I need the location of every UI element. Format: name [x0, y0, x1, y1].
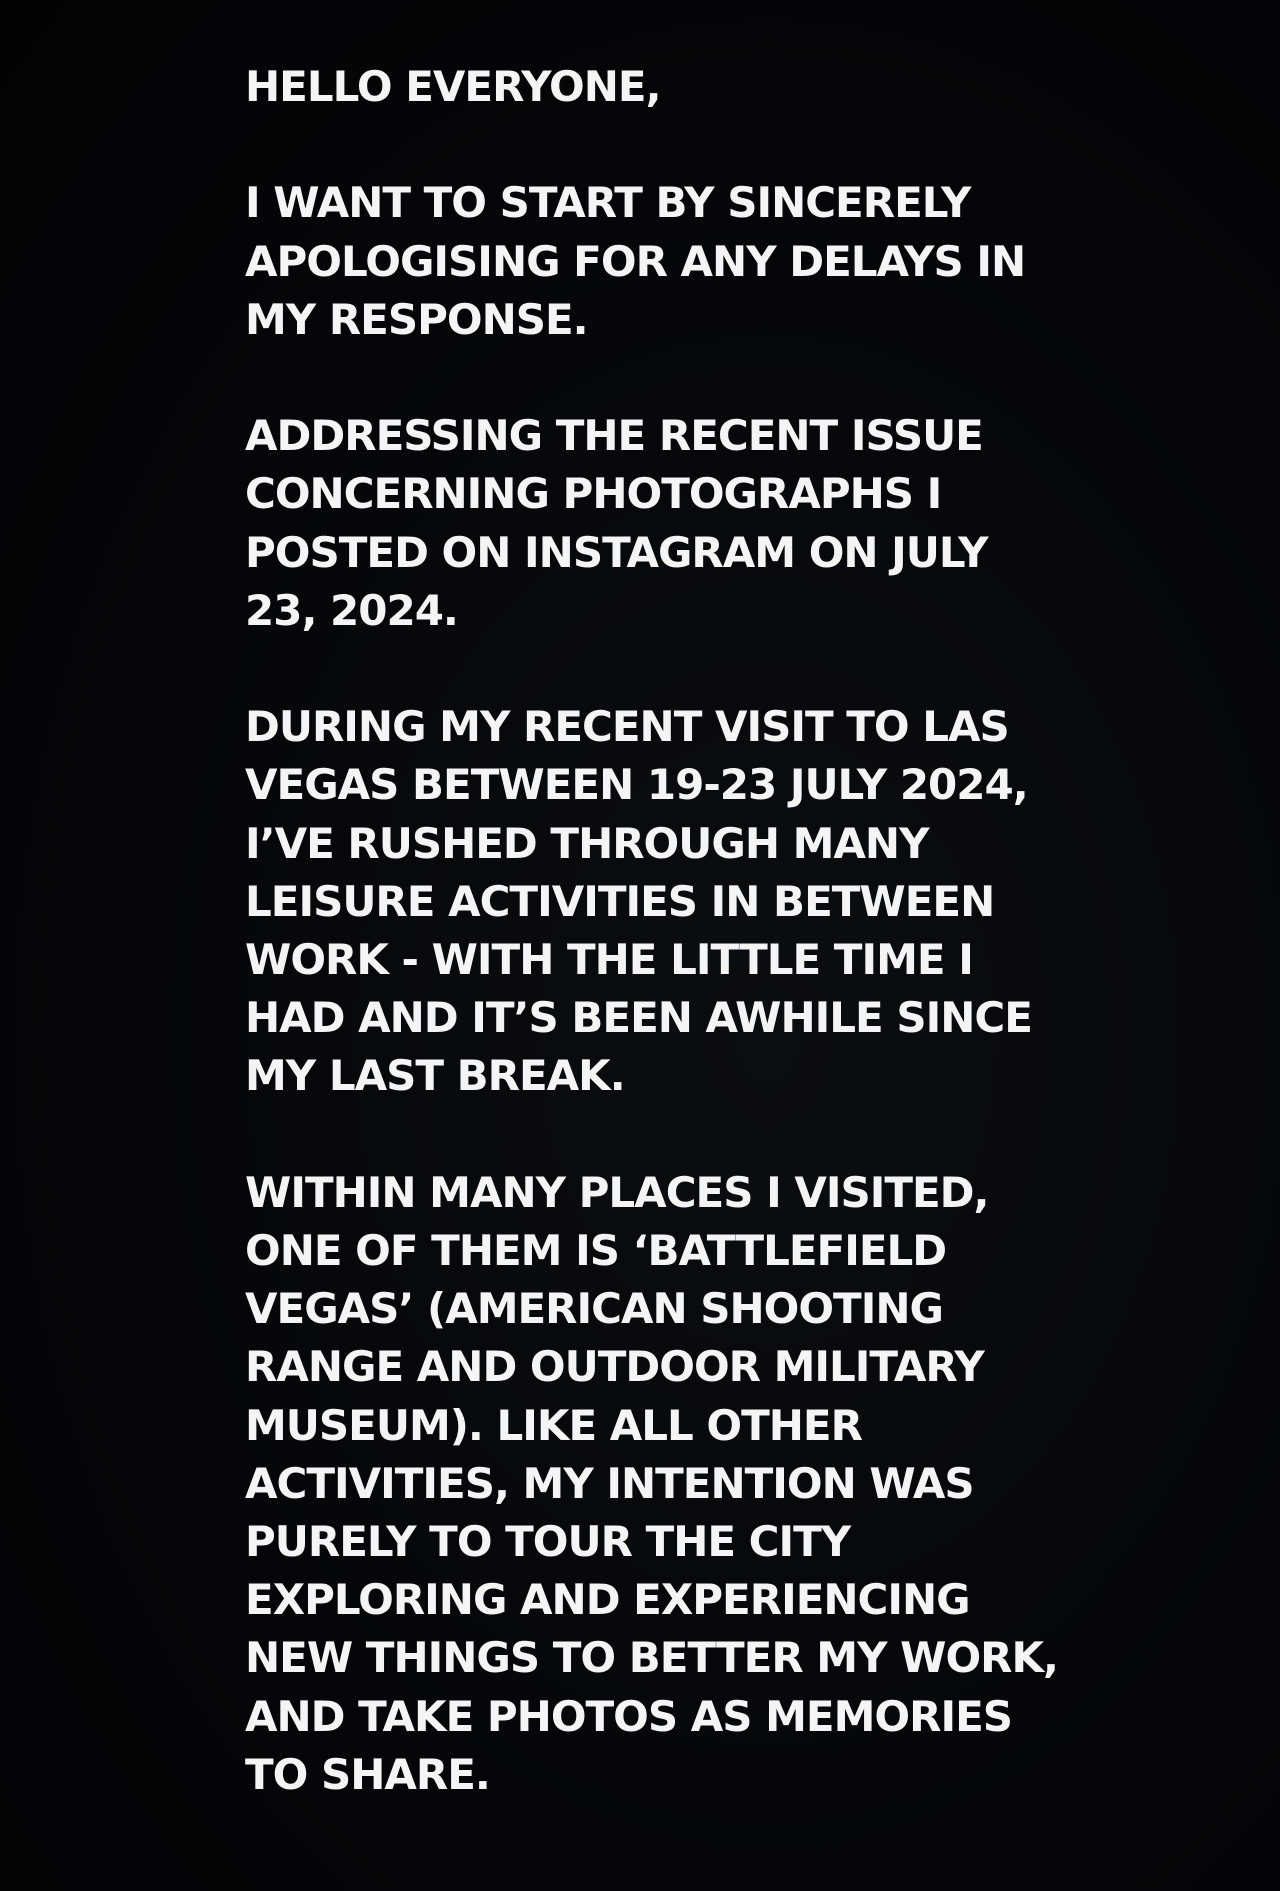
paragraph-5-line-9: NEW THINGS TO BETTER MY WORK,	[245, 1633, 1059, 1683]
paragraph-5-line-4: RANGE AND OUTDOOR MILITARY	[245, 1342, 984, 1392]
paragraph-4-line-5: WORK - WITH THE LITTLE TIME I	[245, 935, 973, 984]
paragraph-5-line-6: ACTIVITIES, MY INTENTION WAS	[245, 1458, 974, 1508]
paragraph-2-line-2: APOLOGISING FOR ANY DELAYS IN	[245, 236, 1026, 286]
paragraph-5-line-3: VEGAS’ (AMERICAN SHOOTING	[245, 1284, 943, 1334]
paragraph-gap	[245, 640, 1105, 698]
paragraph-4-line-7: MY LAST BREAK.	[245, 1051, 625, 1101]
paragraph-4-line-4: LEISURE ACTIVITIES IN BETWEEN	[245, 876, 995, 926]
paragraph-3-line-2: CONCERNING PHOTOGRAPHS I	[245, 469, 942, 519]
paragraph-gap	[245, 349, 1105, 407]
paragraph-5-line-10: AND TAKE PHOTOS AS MEMORIES	[245, 1691, 1013, 1741]
paragraph-5-line-7: PURELY TO TOUR THE CITY	[245, 1517, 851, 1567]
paragraph-5-line-11: TO SHARE.	[245, 1749, 490, 1799]
paragraph-4-line-1: DURING MY RECENT VISIT TO LAS	[245, 702, 1009, 752]
paragraph-5-line-8: EXPLORING AND EXPERIENCING	[245, 1575, 970, 1625]
paragraph-gap	[245, 1106, 1105, 1164]
paragraph-3-line-1: ADDRESSING THE RECENT ISSUE	[245, 411, 983, 461]
paragraph-4-line-2: VEGAS BETWEEN 19-23 JULY 2024,	[245, 760, 1028, 810]
paragraph-5-line-2: ONE OF THEM IS ‘BATTLEFIELD	[245, 1226, 947, 1275]
paragraph-gap	[245, 116, 1105, 174]
paragraph-4-line-3: I’VE RUSHED THROUGH MANY	[245, 818, 929, 868]
paragraph-1-line-1: HELLO EVERYONE,	[245, 62, 661, 111]
statement-text	[245, 58, 1105, 1804]
paragraph-3-line-4: 23, 2024.	[245, 585, 458, 635]
paragraph-5-line-1: WITHIN MANY PLACES I VISITED,	[245, 1167, 989, 1217]
paragraph-3-line-3: POSTED ON INSTAGRAM ON JULY	[245, 527, 988, 577]
paragraph-5-line-5: MUSEUM). LIKE ALL OTHER	[245, 1400, 862, 1450]
paragraph-2-line-3: MY RESPONSE.	[245, 294, 588, 344]
paragraph-4-line-6: HAD AND IT’S BEEN AWHILE SINCE	[245, 993, 1032, 1043]
paragraph-2-line-1: I WANT TO START BY SINCERELY	[245, 178, 971, 228]
